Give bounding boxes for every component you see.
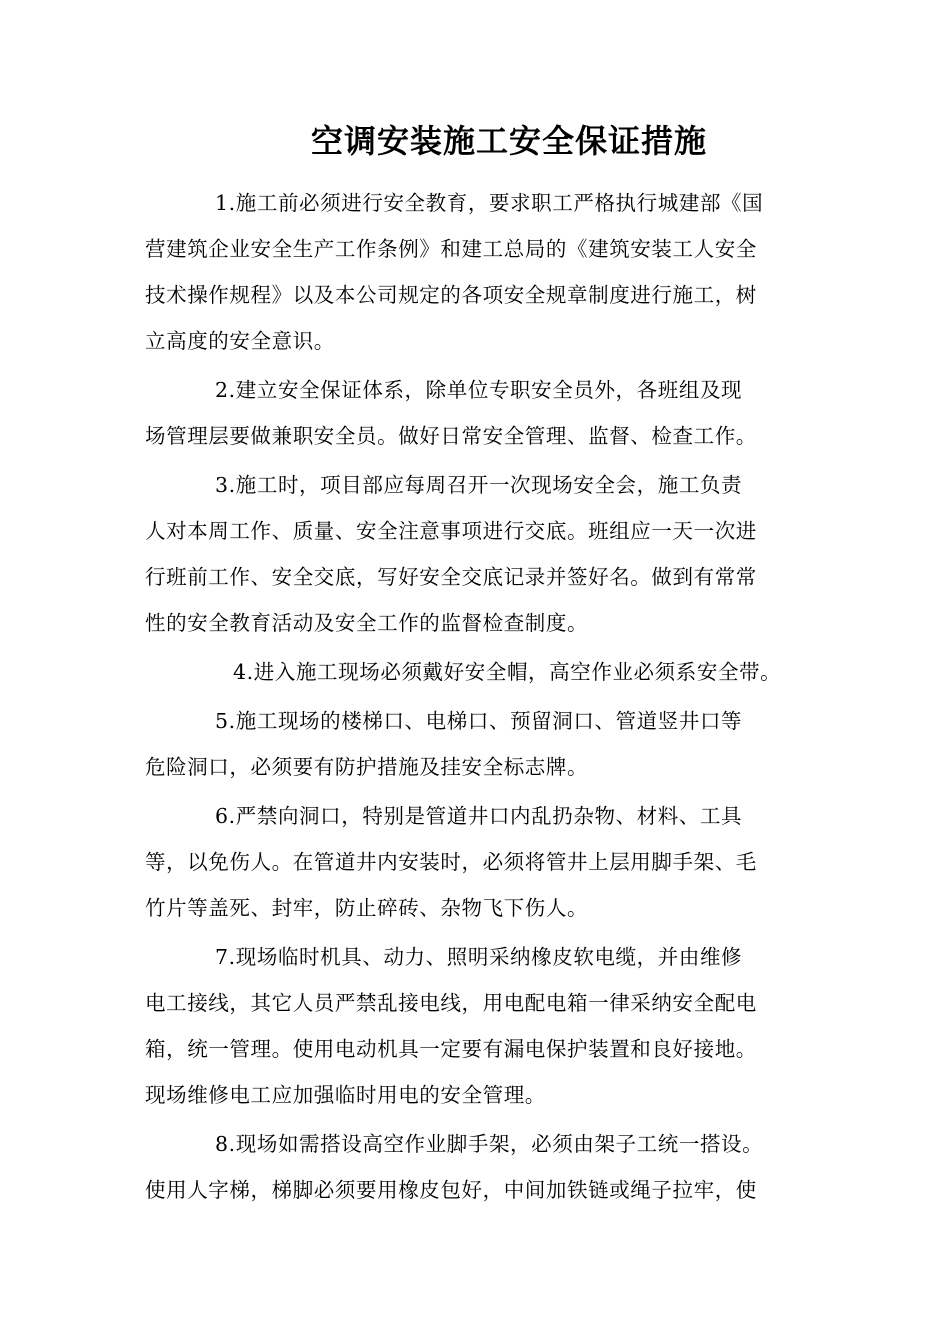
paragraph-line: 技术操作规程》以及本公司规定的各项安全规章制度进行施工，树 xyxy=(145,283,757,307)
paragraph-line: 竹片等盖死、封牢，防止碎砖、杂物飞下伤人。 xyxy=(145,896,589,920)
paragraph-2 xyxy=(145,367,825,459)
paragraph-4 xyxy=(145,649,825,695)
paragraph-line: 营建筑企业安全生产工作条例》和建工总局的《建筑安装工人安全 xyxy=(145,237,757,261)
paragraph-line: 使用人字梯，梯脚必须要用橡皮包好，中间加铁链或绳子拉牢，使 xyxy=(145,1178,757,1202)
paragraph-8 xyxy=(145,1121,825,1213)
paragraph-line: 性的安全教育活动及安全工作的监督检查制度。 xyxy=(145,611,589,635)
paragraph-line: 场管理层要做兼职安全员。做好日常安全管理、监督、检查工作。 xyxy=(145,424,757,448)
paragraph-line: 6.严禁向洞口，特别是管道井口内乱扔杂物、材料、工具 xyxy=(215,804,743,828)
paragraph-line: 5.施工现场的楼梯口、电梯口、预留洞口、管道竖井口等 xyxy=(215,709,743,733)
paragraph-6 xyxy=(145,793,825,931)
paragraph-line: 危险洞口，必须要有防护措施及挂安全标志牌。 xyxy=(145,755,589,779)
paragraph-line: 3.施工时，项目部应每周召开一次现场安全会，施工负责 xyxy=(215,473,743,497)
paragraph-line: 1.施工前必须进行安全教育，要求职工严格执行城建部《国 xyxy=(215,191,764,215)
paragraph-line: 箱，统一管理。使用电动机具一定要有漏电保护装置和良好接地。 xyxy=(145,1037,757,1061)
paragraph-line: 行班前工作、安全交底，写好安全交底记录并签好名。做到有常常 xyxy=(145,565,757,589)
paragraph-line: 电工接线，其它人员严禁乱接电线，用电配电箱一律采纳安全配电 xyxy=(145,991,757,1015)
paragraph-line: 2.建立安全保证体系，除单位专职安全员外，各班组及现 xyxy=(215,378,743,402)
paragraph-line: 4.进入施工现场必须戴好安全帽，高空作业必须系安全带。 xyxy=(233,660,782,684)
paragraph-line: 等，以免伤人。在管道井内安装时，必须将管井上层用脚手架、毛 xyxy=(145,850,757,874)
paragraph-1 xyxy=(145,180,825,364)
paragraph-line: 现场维修电工应加强临时用电的安全管理。 xyxy=(145,1083,546,1107)
document-title: 空调安装施工安全保证措施 xyxy=(310,122,707,160)
paragraph-3 xyxy=(145,462,825,646)
paragraph-line: 立高度的安全意识。 xyxy=(145,329,335,353)
paragraph-5 xyxy=(145,698,825,790)
document-body xyxy=(145,180,825,1216)
paragraph-7 xyxy=(145,934,825,1118)
paragraph-line: 7.现场临时机具、动力、照明采纳橡皮软电缆，并由维修 xyxy=(215,945,743,969)
paragraph-line: 8.现场如需搭设高空作业脚手架，必须由架子工统一搭设。 xyxy=(215,1132,764,1156)
paragraph-line: 人对本周工作、质量、安全注意事项进行交底。班组应一天一次进 xyxy=(145,519,757,543)
